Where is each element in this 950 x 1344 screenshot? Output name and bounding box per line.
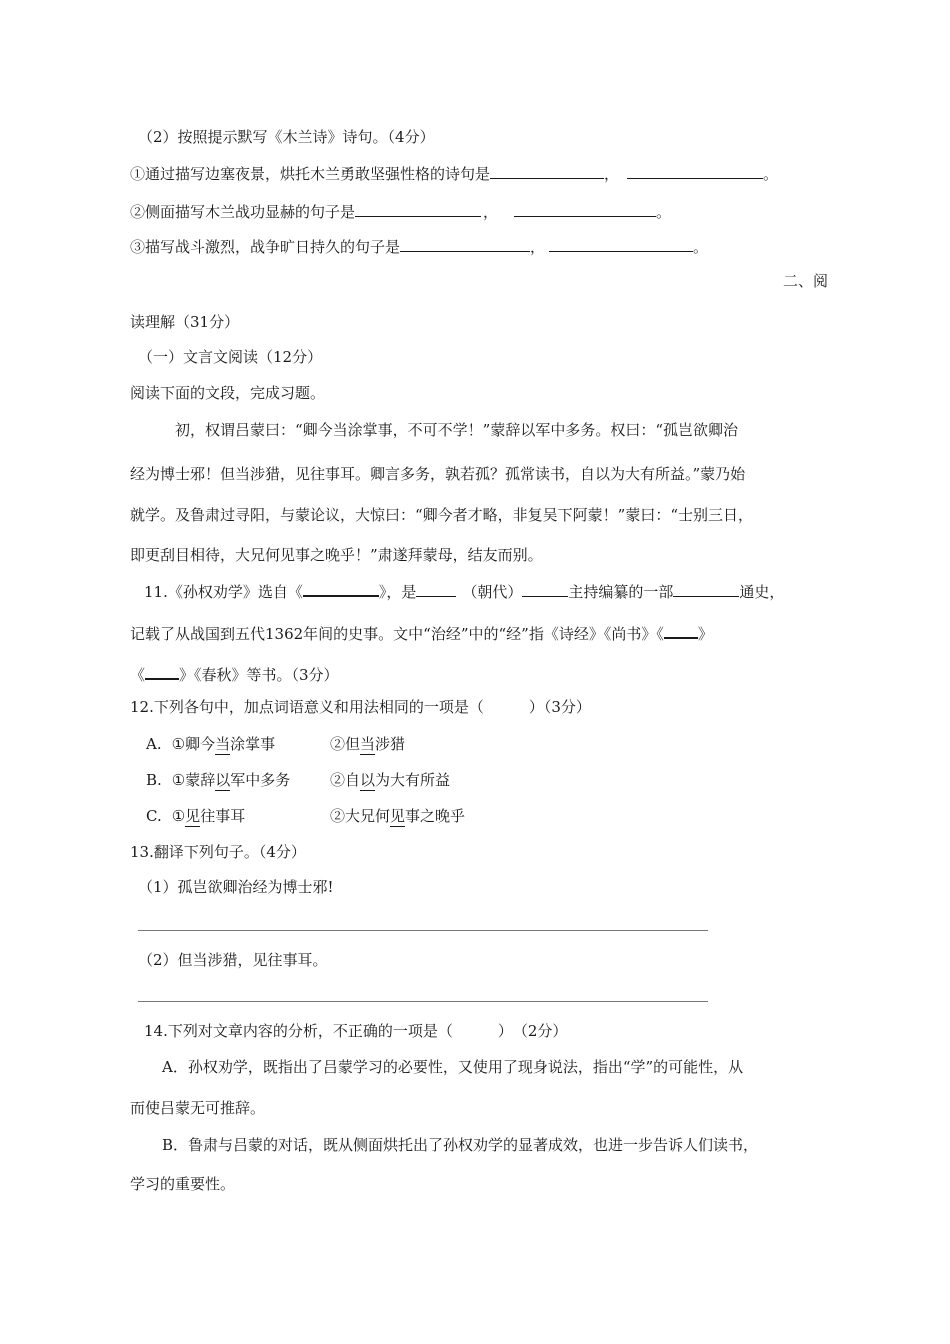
poem-item-3-text: ③描写战斗激烈，战争旷日持久的句子是	[130, 238, 401, 256]
poem-item-3	[130, 236, 708, 257]
dotted-word: 当	[215, 735, 231, 753]
passage-line-2: 经为博士邪！但当涉猎，见往事耳。卿言多务，孰若孤？孤常读书，自以为大有所益。”蒙乃始	[130, 465, 746, 483]
option-a-text: ①	[171, 807, 186, 825]
q11-text-b: 》，是	[378, 583, 417, 601]
option-b-text	[330, 770, 450, 790]
passage-line-3: 就学。及鲁肃过寻阳，与蒙论议，大惊曰：“卿今者才略，非复吴下阿蒙！”蒙曰：“士别三日，	[130, 506, 754, 524]
q11-text-c: （朝代）	[462, 583, 523, 601]
option-a-text: 军中多务	[230, 771, 291, 789]
option-letter: B.	[146, 771, 162, 789]
option-a-text: ①卿今	[171, 735, 216, 753]
option-b-pre: ②自	[330, 771, 361, 789]
q11-line-2	[130, 622, 713, 644]
option-letter: A.	[146, 735, 162, 753]
period: 。	[656, 203, 672, 221]
option-a-text: 往事耳	[200, 807, 246, 825]
q11-blank-classic-1[interactable]	[664, 622, 698, 639]
q11-blank-book[interactable]	[303, 580, 379, 597]
dotted-word: 当	[360, 735, 376, 753]
section-heading-part2: 读理解（31分）	[130, 313, 240, 331]
q11-blank-dynasty[interactable]	[416, 581, 456, 597]
q13-stem: 13.翻译下列句子。（4分）	[130, 843, 306, 861]
q11-line-1	[144, 580, 784, 602]
q12-option-c[interactable]	[146, 806, 626, 826]
comma: ，	[483, 203, 499, 221]
period: 。	[763, 165, 779, 183]
q11-text-a: 11.《孙权劝学》选自《	[144, 583, 303, 601]
option-a-text: 涂掌事	[230, 735, 276, 753]
subsection-heading: （一）文言文阅读（12分）	[138, 348, 323, 366]
q13-answer-line-1[interactable]	[138, 930, 708, 931]
option-b-text	[330, 806, 465, 826]
poem-question-title: （2）按照提示默写《木兰诗》诗句。（4分）	[138, 128, 435, 146]
option-b-pre: ②大兄何	[330, 807, 391, 825]
poem-item-2	[130, 201, 671, 222]
instruction-text: 阅读下面的文段，完成习题。	[130, 384, 326, 402]
poem-blank-2b[interactable]	[514, 201, 656, 217]
passage-line-4: 即更刮目相待，大兄何见事之晚乎！”肃遂拜蒙母，结友而别。	[130, 546, 543, 564]
q11-text-line2b: 》	[697, 625, 713, 643]
dotted-word: 见	[185, 807, 201, 825]
q12-option-b[interactable]	[146, 770, 626, 790]
poem-item-1	[130, 163, 778, 184]
q11-text-d: 主持编纂的一部	[568, 583, 674, 601]
dotted-word: 以	[215, 771, 231, 789]
period: 。	[693, 238, 709, 256]
q14-option-a-line-1: A．孙权劝学，既指出了吕蒙学习的必要性，又使用了现身说法，指出“学”的可能性，从	[162, 1058, 744, 1076]
poem-item-1-text: ①通过描写边塞夜景，烘托木兰勇敢坚强性格的诗句是	[130, 165, 491, 183]
poem-blank-3a[interactable]	[400, 236, 530, 252]
poem-blank-2a[interactable]	[355, 201, 481, 217]
q11-text-line3b: 》《春秋》等书。（3分）	[179, 666, 339, 684]
option-b-post: 涉猎	[375, 735, 406, 753]
q14-option-b-line-1: B．鲁肃与吕蒙的对话，既从侧面烘托出了孙权劝学的显著成效，也进一步告诉人们读书，	[162, 1136, 759, 1154]
poem-blank-3b[interactable]	[549, 236, 693, 252]
dotted-word: 以	[360, 771, 376, 789]
comma: ，	[604, 165, 620, 183]
option-letter: C.	[146, 807, 162, 825]
q11-line-3	[130, 663, 339, 685]
poem-item-2-text: ②侧面描写木兰战功显赫的句子是	[130, 203, 356, 221]
option-b-post: 事之晚乎	[405, 807, 466, 825]
option-a-text: ①蒙辞	[171, 771, 216, 789]
q12-stem: 12.下列各句中，加点词语意义和用法相同的一项是（ ）（3分）	[130, 698, 591, 716]
q13-sentence-2: （2）但当涉猎，见往事耳。	[138, 951, 328, 969]
q14-stem: 14.下列对文章内容的分析，不正确的一项是（ ） （2分）	[144, 1022, 568, 1040]
q11-text-line3a: 《	[130, 666, 146, 684]
section-heading-part1: 二、阅	[783, 272, 829, 290]
q11-blank-classic-2[interactable]	[145, 663, 179, 680]
q11-blank-type[interactable]	[673, 581, 739, 597]
poem-blank-1a[interactable]	[490, 163, 604, 179]
option-b-pre: ②但	[330, 735, 361, 753]
q13-answer-line-2[interactable]	[138, 1001, 708, 1002]
q14-option-b-line-2: 学习的重要性。	[130, 1175, 236, 1193]
poem-blank-1b[interactable]	[627, 163, 763, 179]
q11-text-line2a: 记载了从战国到五代1362年间的史事。文中“治经”中的“经”指《诗经》《尚书》《	[130, 625, 664, 643]
option-b-post: 为大有所益	[375, 771, 451, 789]
q11-text-e: 通史，	[739, 583, 785, 601]
option-b-text	[330, 734, 405, 754]
comma: ，	[530, 238, 546, 256]
q14-option-a-line-2: 而使吕蒙无可推辞。	[130, 1099, 266, 1117]
passage-line-1: 初，权谓吕蒙曰：“卿今当涂掌事，不可不学！”蒙辞以军中多务。权曰：“孤岂欲卿治	[175, 421, 739, 439]
q12-option-a[interactable]	[146, 734, 626, 754]
dotted-word: 见	[390, 807, 406, 825]
q11-blank-editor[interactable]	[522, 581, 568, 597]
q13-sentence-1: （1）孤岂欲卿治经为博士邪!	[138, 878, 334, 896]
